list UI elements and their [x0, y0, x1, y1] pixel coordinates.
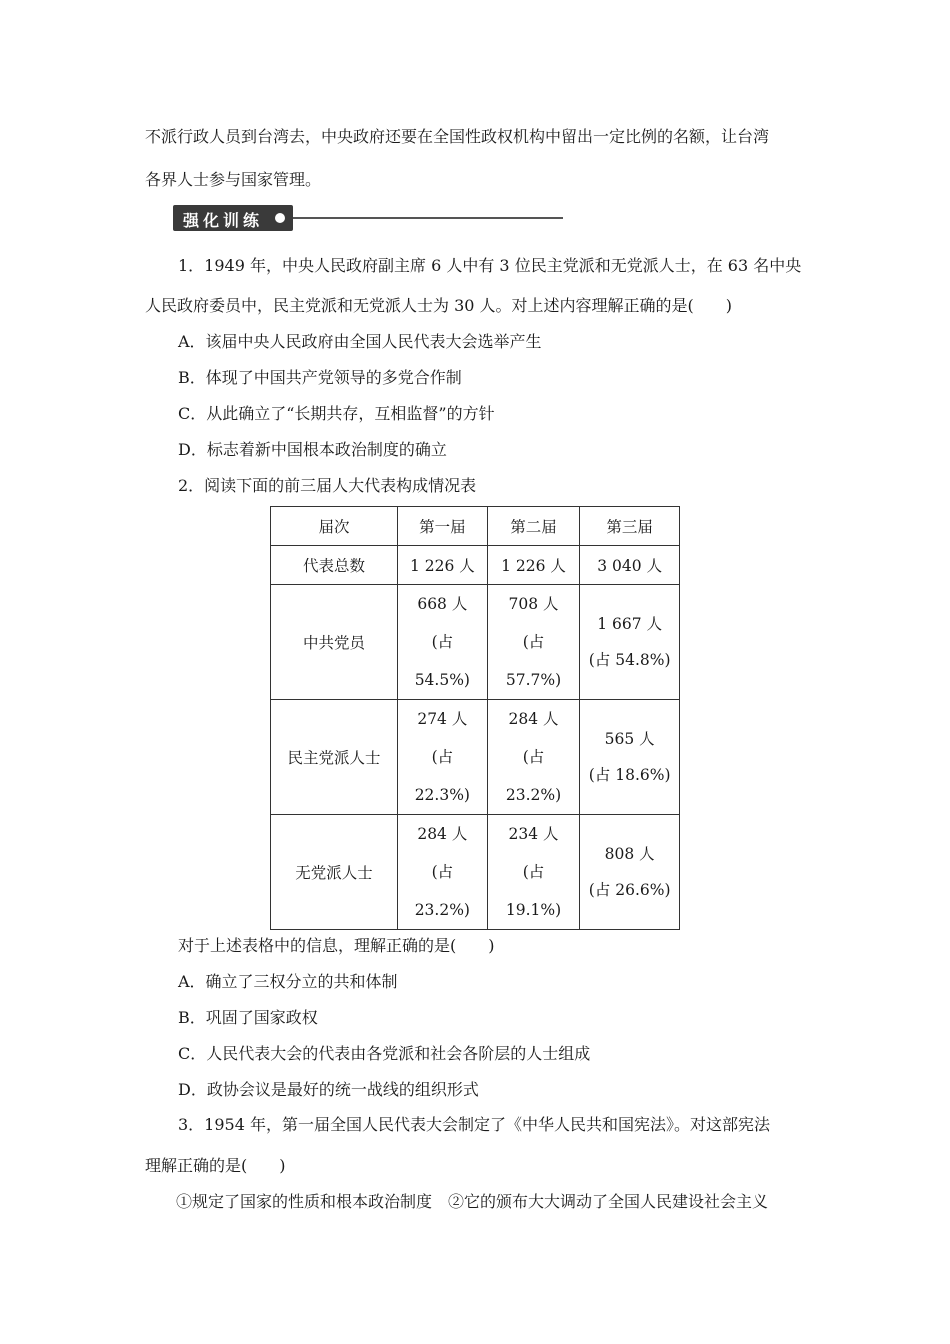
table-row: [271, 585, 680, 700]
cell-share: (占 54.8%): [588, 651, 671, 669]
cell-share: (占 18.6%): [588, 766, 671, 784]
table-cell: [580, 585, 680, 700]
cell-share: 19.1%): [505, 901, 562, 919]
cell-count: 1 667 人: [597, 615, 663, 633]
table-cell: [487, 815, 580, 930]
q3-stem-line-1: 3．1954 年，第一届全国人民代表大会制定了《中华人民共和国宪法》。对这部宪法: [178, 1115, 770, 1134]
q1-stem-line-2: 人民政府委员中，民主党派和无党派人士为 30 人。对上述内容理解正确的是( ): [145, 296, 733, 315]
cell-count: 284 人: [417, 825, 468, 843]
row-label: 民主党派人士: [271, 700, 398, 815]
cell-count: 808 人: [604, 845, 655, 863]
section-label: 强化训练: [183, 211, 264, 230]
q1-option-b: B．体现了中国共产党领导的多党合作制: [178, 368, 462, 387]
cell-share: 23.2%): [414, 901, 470, 919]
cell-share-prefix: (占: [431, 748, 454, 766]
cell-share: 57.7%): [505, 671, 562, 689]
q1-stem-line-1: 1．1949 年，中央人民政府副主席 6 人中有 3 位民主党派和无党派人士，在 63 名中央: [178, 256, 802, 275]
table-cell: [580, 815, 680, 930]
table-row: [271, 700, 680, 815]
table-cell: 1 226 人: [398, 546, 488, 585]
table-cell: [487, 585, 580, 700]
table-cell: [487, 700, 580, 815]
cell-share: 23.2%): [505, 786, 562, 804]
q2-option-d: D．政协会议是最好的统一战线的组织形式: [178, 1080, 479, 1099]
table-header-cell: 第二届: [487, 507, 580, 546]
q2-option-b: B．巩固了国家政权: [178, 1008, 318, 1027]
table-cell: 3 040 人: [580, 546, 680, 585]
table-header-cell: 届次: [271, 507, 398, 546]
q1-option-d: D．标志着新中国根本政治制度的确立: [178, 440, 447, 459]
cell-count: 565 人: [604, 730, 655, 748]
section-header: [173, 205, 563, 231]
bullet-dot-icon: [275, 213, 285, 223]
section-rule: [293, 217, 563, 219]
cell-share: 54.5%): [414, 671, 470, 689]
q2-option-c: C．人民代表大会的代表由各党派和社会各阶层的人士组成: [178, 1044, 591, 1063]
q3-stem-line-2: 理解正确的是( ): [145, 1156, 286, 1175]
q1-option-a: A．该届中央人民政府由全国人民代表大会选举产生: [178, 332, 542, 351]
table-header-row: [271, 507, 680, 546]
cell-count: 234 人: [508, 825, 559, 843]
q2-stem: 2．阅读下面的前三届人大代表构成情况表: [178, 476, 477, 495]
intro-line-2: 各界人士参与国家管理。: [145, 170, 322, 189]
cell-share-prefix: (占: [431, 633, 454, 651]
cell-count: 284 人: [508, 710, 559, 728]
table-cell: 1 226 人: [487, 546, 580, 585]
table-row: [271, 546, 680, 585]
representatives-table: [270, 506, 680, 930]
q2-question: 对于上述表格中的信息，理解正确的是( ): [178, 936, 495, 955]
table-row: [271, 815, 680, 930]
cell-share-prefix: (占: [431, 863, 454, 881]
row-label: 代表总数: [271, 546, 398, 585]
cell-share-prefix: (占: [522, 633, 545, 651]
table-cell: [398, 700, 488, 815]
cell-share: 22.3%): [414, 786, 470, 804]
cell-share: (占 26.6%): [588, 881, 671, 899]
cell-count: 708 人: [508, 595, 559, 613]
table-header-cell: 第三届: [580, 507, 680, 546]
cell-share-prefix: (占: [522, 863, 545, 881]
q1-option-c: C．从此确立了“长期共存，互相监督”的方针: [178, 404, 495, 423]
q3-statements-line: ①规定了国家的性质和根本政治制度 ②它的颁布大大调动了全国人民建设社会主义: [176, 1192, 769, 1211]
q2-option-a: A．确立了三权分立的共和体制: [178, 972, 398, 991]
table-header-cell: 第一届: [398, 507, 488, 546]
table-cell: [398, 585, 488, 700]
intro-line-1: 不派行政人员到台湾去，中央政府还要在全国性政权机构中留出一定比例的名额，让台湾: [145, 127, 770, 146]
cell-count: 668 人: [417, 595, 468, 613]
row-label: 中共党员: [271, 585, 398, 700]
table-cell: [580, 700, 680, 815]
row-label: 无党派人士: [271, 815, 398, 930]
table-cell: [398, 815, 488, 930]
cell-count: 274 人: [417, 710, 468, 728]
cell-share-prefix: (占: [522, 748, 545, 766]
